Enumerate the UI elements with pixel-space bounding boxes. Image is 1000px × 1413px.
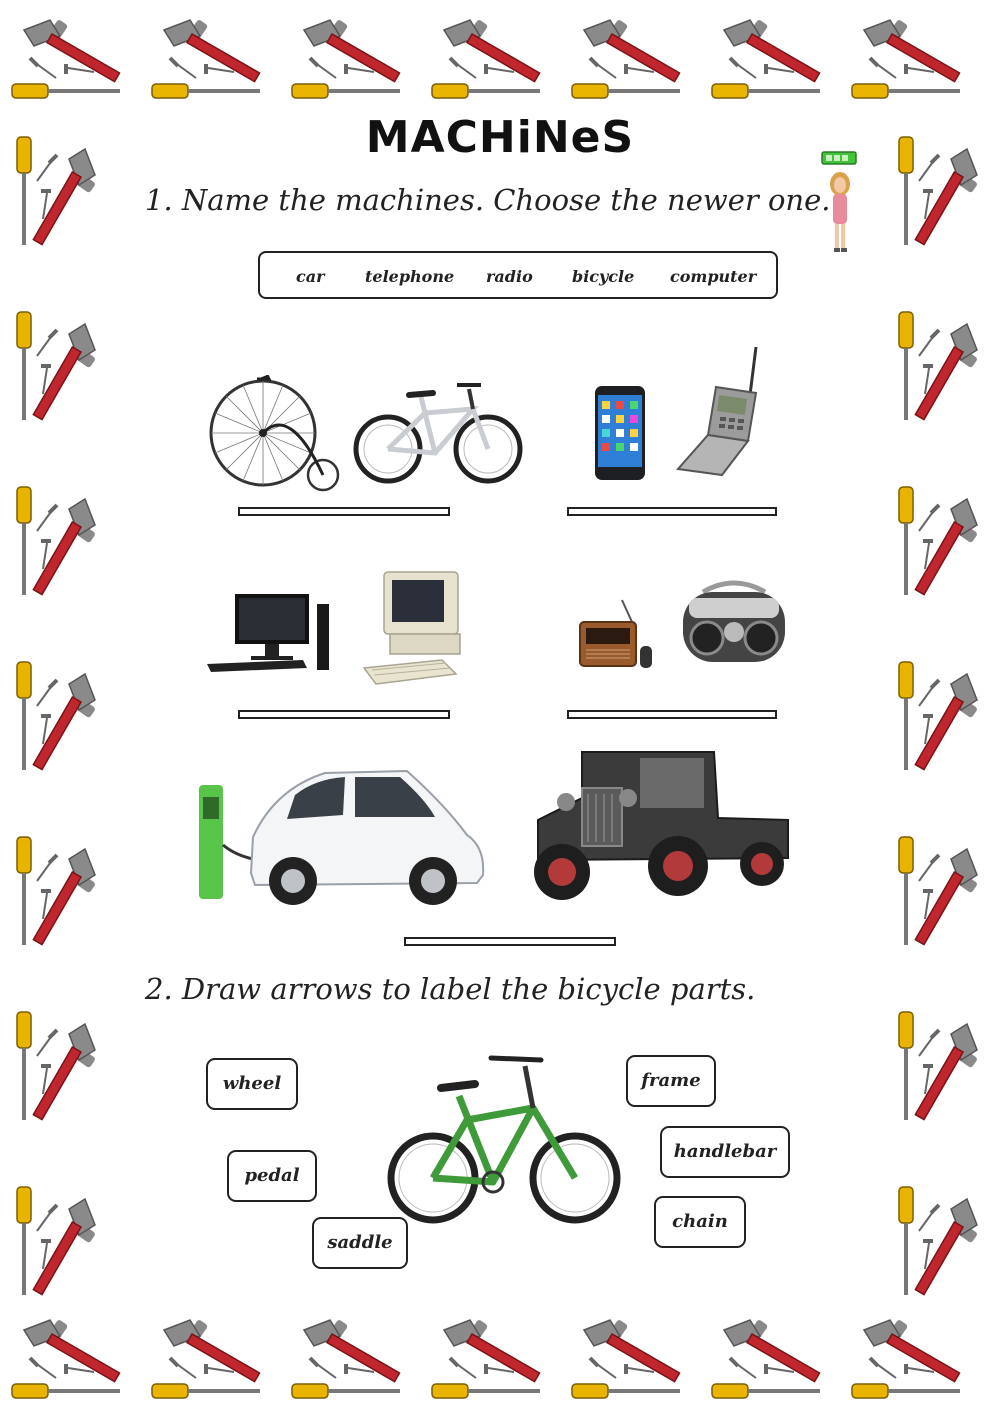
tool-cluster (13, 1010, 103, 1130)
screwdriver-icon (852, 1384, 960, 1398)
hammer-icon (915, 149, 978, 245)
screwdriver-icon (17, 487, 31, 595)
mountain-bike-icon (353, 375, 523, 487)
screwdriver-icon (432, 1384, 540, 1398)
tool-cluster (895, 310, 985, 430)
old-radio-icon (578, 598, 658, 672)
hammer-icon (915, 849, 978, 945)
hammer-icon (24, 19, 120, 82)
flat-monitor-icon (205, 590, 335, 674)
hammer-icon (724, 1319, 820, 1382)
word-telephone: telephone (365, 267, 455, 286)
hammer-icon (24, 1319, 120, 1382)
screwdriver-icon (432, 84, 540, 98)
page-title: MACHiNeS (365, 112, 635, 163)
screwdriver-icon (712, 84, 820, 98)
tool-cluster (710, 1312, 830, 1402)
word-bicycle: bicycle (572, 267, 635, 286)
hammer-icon (33, 1199, 96, 1295)
penny-farthing-icon (205, 375, 340, 493)
answer-line-radio[interactable] (567, 710, 777, 719)
tool-cluster (13, 660, 103, 780)
screwdriver-icon (572, 1384, 680, 1398)
flip-phone-icon (676, 345, 771, 480)
crt-computer-icon (360, 568, 472, 686)
screwdriver-icon (572, 84, 680, 98)
screwdriver-icon (17, 312, 31, 420)
label-chain[interactable]: chain (654, 1196, 746, 1248)
word-computer: computer (670, 267, 757, 286)
screwdriver-icon (899, 1012, 913, 1120)
label-handlebar[interactable]: handlebar (660, 1126, 790, 1178)
tool-cluster (150, 1312, 270, 1402)
screwdriver-icon (292, 84, 400, 98)
tool-cluster (710, 12, 830, 102)
hammer-icon (33, 1024, 96, 1120)
tool-cluster (850, 1312, 970, 1402)
hammer-icon (444, 1319, 540, 1382)
screwdriver-icon (17, 1012, 31, 1120)
label-frame[interactable]: frame (626, 1055, 716, 1107)
hammer-icon (915, 1024, 978, 1120)
screwdriver-icon (852, 84, 960, 98)
answer-line-telephone[interactable] (567, 507, 777, 516)
tool-cluster (10, 12, 130, 102)
screwdriver-icon (899, 487, 913, 595)
hammer-icon (724, 19, 820, 82)
screwdriver-icon (292, 1384, 400, 1398)
hammer-icon (915, 324, 978, 420)
hammer-icon (33, 499, 96, 595)
smartphone-icon (594, 385, 646, 481)
tool-cluster (13, 485, 103, 605)
tool-cluster (895, 485, 985, 605)
screwdriver-icon (12, 84, 120, 98)
vintage-truck-icon (518, 748, 793, 903)
hammer-icon (304, 19, 400, 82)
tool-cluster (570, 1312, 690, 1402)
screwdriver-icon (712, 1384, 820, 1398)
answer-line-bicycle[interactable] (238, 507, 450, 516)
hammer-icon (304, 1319, 400, 1382)
label-wheel[interactable]: wheel (206, 1058, 298, 1110)
hammer-icon (33, 324, 96, 420)
hammer-icon (915, 674, 978, 770)
screwdriver-icon (17, 837, 31, 945)
tool-cluster (290, 12, 410, 102)
hammer-icon (33, 674, 96, 770)
tool-cluster (13, 835, 103, 955)
hammer-icon (164, 1319, 260, 1382)
answer-line-computer[interactable] (238, 710, 450, 719)
tool-cluster (850, 12, 970, 102)
tool-cluster (13, 310, 103, 430)
tool-cluster (150, 12, 270, 102)
boombox-icon (681, 578, 787, 668)
hammer-icon (915, 499, 978, 595)
hammer-icon (33, 849, 96, 945)
exercise2-instruction: 2. Draw arrows to label the bicycle parts. (145, 972, 756, 1006)
screwdriver-icon (899, 662, 913, 770)
hammer-icon (864, 19, 960, 82)
tool-cluster (10, 1312, 130, 1402)
answer-line-car[interactable] (404, 937, 616, 946)
word-car: car (296, 267, 325, 286)
electric-car-icon (195, 765, 490, 910)
hammer-icon (584, 19, 680, 82)
word-radio: radio (486, 267, 533, 286)
tool-cluster (895, 1010, 985, 1130)
hammer-icon (444, 19, 540, 82)
hammer-icon (33, 149, 96, 245)
tool-cluster (570, 12, 690, 102)
tool-cluster (290, 1312, 410, 1402)
screwdriver-icon (899, 312, 913, 420)
hammer-icon (164, 19, 260, 82)
screwdriver-icon (152, 84, 260, 98)
tool-cluster (430, 12, 550, 102)
screwdriver-icon (152, 1384, 260, 1398)
hammer-icon (915, 1199, 978, 1295)
tool-cluster (895, 1185, 985, 1305)
word-bank (258, 251, 778, 299)
screwdriver-icon (17, 1187, 31, 1295)
label-saddle[interactable]: saddle (312, 1217, 408, 1269)
tool-cluster (430, 1312, 550, 1402)
screwdriver-icon (12, 1384, 120, 1398)
exercise1-instruction: 1. Name the machines. Choose the newer one. (145, 183, 831, 217)
green-bicycle-icon (385, 1052, 625, 1242)
tool-cluster (895, 835, 985, 955)
hammer-icon (864, 1319, 960, 1382)
label-pedal[interactable]: pedal (227, 1150, 317, 1202)
tool-cluster (13, 1185, 103, 1305)
tool-cluster (895, 660, 985, 780)
screwdriver-icon (17, 662, 31, 770)
screwdriver-icon (899, 837, 913, 945)
hammer-icon (584, 1319, 680, 1382)
screwdriver-icon (899, 1187, 913, 1295)
